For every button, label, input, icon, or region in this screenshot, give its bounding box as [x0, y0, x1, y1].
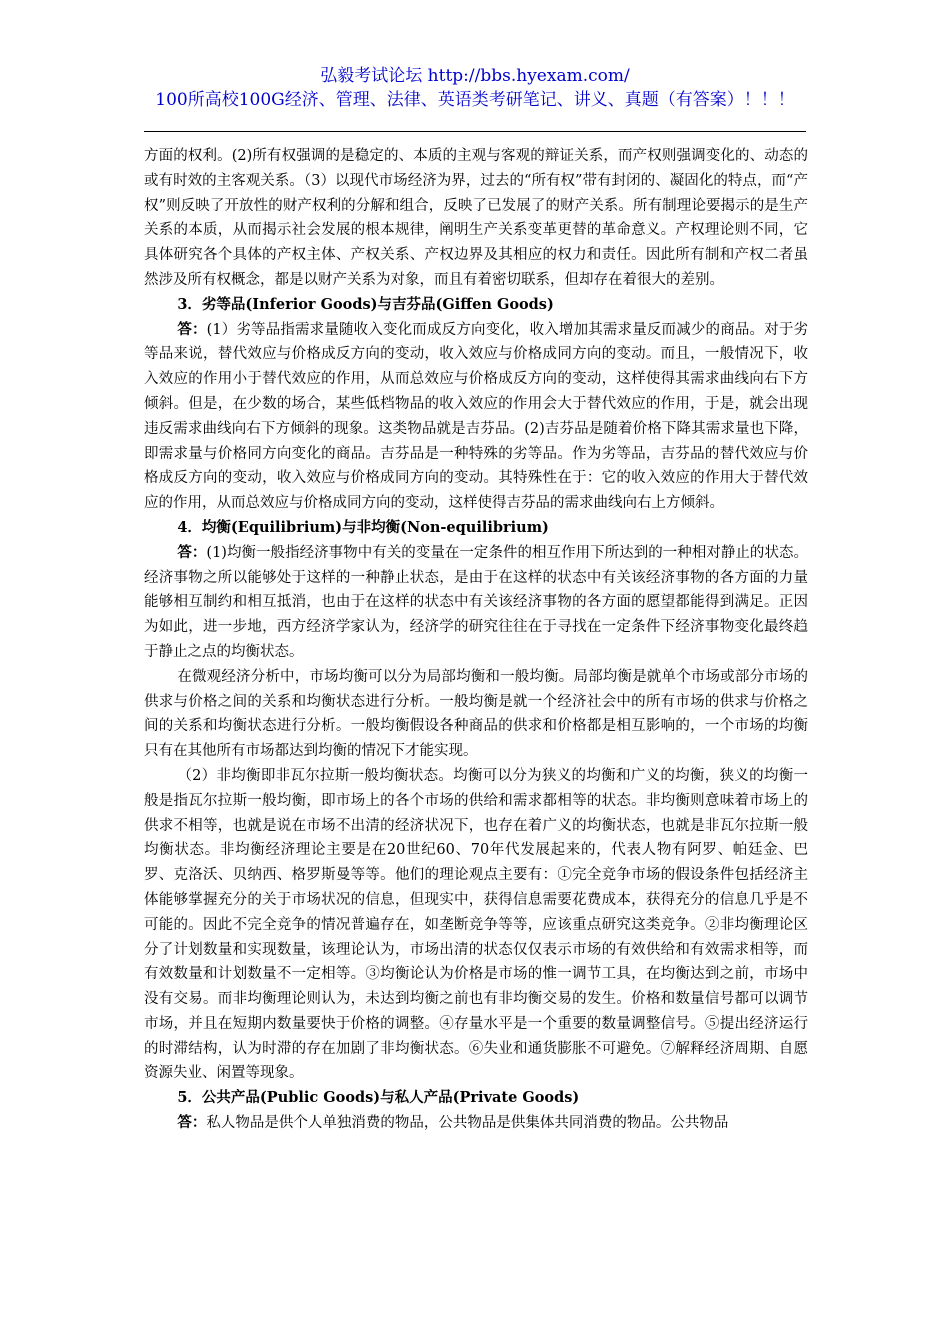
answer-text: (1)均衡一般指经济事物中有关的变量在一定条件的相互作用下所达到的一种相对静止的状态。经济事物之所以能够处于这样的一种静止状态，是由于在这样的状态中有关该经济事物的各方面的力量能够相互制约和相互抵消，也由于在这样的状态中有关该经济事物的各方面的愿望都能得到满足。正因为如此，进一步地，西方经济学家认为，经济学的研究往往在于寻找在一定条件下经济事物变化最终趋于静止之点的均衡状态。: [144, 544, 808, 660]
answer-paragraph: [144, 318, 808, 516]
header-divider: [144, 131, 806, 132]
section-heading-3: 3．劣等品(Inferior Goods)与吉芬品(Giffen Goods): [177, 295, 554, 313]
promo-line: 100所高校100G经济、管理、法律、英语类考研笔记、讲义、真题（有答案）！！！: [155, 90, 795, 110]
answer-text: (1）劣等品指需求量随收入变化而成反方向变化，收入增加其需求量反而减少的商品。对于劣等品来说，替代效应与价格成反方向的变动，收入效应与价格成同方向的变动。而且，一般情况下，收入效应的作用小于替代效应的作用，从而总效应与价格成反方向的变动，这样使得其需求曲线向右下方倾斜。但是，在少数的场合，某些低档物品的收入效应的作用会大于替代效应的作用，于是，就会出现违反需求曲线向右下方倾斜的现象。这类物品就是吉芬品。(2)吉芬品是随着价格下降其需求量也下降，即需求量与价格同方向变化的商品。吉芬品是一种特殊的劣等品。作为劣等品，吉芬品的替代效应与价格成反方向的变动，收入效应与价格成同方向的变动。其特殊性在于：它的收入效应的作用大于替代效应的作用，从而总效应与价格成同方向的变动，这样使得吉芬品的需求曲线向右上方倾斜。: [144, 321, 808, 512]
paragraph: 在微观经济分析中，市场均衡可以分为局部均衡和一般均衡。局部均衡是就单个市场或部分市场的供求与价格之间的关系和均衡状态进行分析。一般均衡是就一个经济社会中的所有市场的供求与价格之间的关系和均衡状态进行分析。一般均衡假设各种商品的供求和价格都是相互影响的，一个市场的均衡只有在其他所有市场都达到均衡的情况下才能实现。: [144, 668, 808, 760]
section-heading-4: 4．均衡(Equilibrium)与非均衡(Non-equilibrium): [177, 518, 549, 536]
answer-paragraph: [144, 1111, 808, 1136]
answer-paragraph: [144, 541, 808, 665]
paragraph: （2）非均衡即非瓦尔拉斯一般均衡状态。均衡可以分为狭义的均衡和广义的均衡，狭义的均衡一般是指瓦尔拉斯一般均衡，即市场上的各个市场的供给和需求都相等的状态。非均衡则意味着市场上的供求不相等，也就是说在市场不出清的经济状况下，也存在着广义的均衡状态，也就是非瓦尔拉斯一般均衡状态。非均衡经济理论主要是在20世纪60、70年代发展起来的，代表人物有阿罗、帕廷金、巴罗、克洛沃、贝纳西、格罗斯曼等等。他们的理论观点主要有：①完全竞争市场的假设条件包括经济主体能够掌握充分的关于市场状况的信息，但现实中，获得信息需要花费成本，获得充分的信息几乎是不可能的。因此不完全竞争的情况普遍存在，如垄断竞争等等，应该重点研究这类竞争。②非均衡理论区分了计划数量和实现数量，该理论认为，市场出清的状态仅仅表示市场的有效供给和有效需求相等，而有效数量和计划数量不一定相等。③均衡论认为价格是市场的惟一调节工具，在均衡达到之前，市场中没有交易。而非均衡理论则认为，未达到均衡之前也有非均衡交易的发生。价格和数量信号都可以调节市场，并且在短期内数量要快于价格的调整。④存量水平是一个重要的数量调整信号。⑤提出经济运行的时滞结构，认为时滞的存在加剧了非均衡状态。⑥失业和通货膨胀不可避免。⑦解释经济周期、自愿资源失业、闲置等现象。: [144, 767, 808, 1082]
answer-text: 私人物品是供个人单独消费的物品，公共物品是供集体共同消费的物品。公共物品: [206, 1115, 729, 1132]
section-heading-5: 5．公共产品(Public Goods)与私人产品(Private Goods): [177, 1089, 580, 1107]
forum-link[interactable]: 弘毅考试论坛 http://bbs.hyexam.com/: [320, 66, 630, 86]
paragraph: 方面的权利。(2)所有权强调的是稳定的、本质的主观与客观的辩证关系，而产权则强调变化的、动态的或有时效的主客观关系。（3）以现代市场经济为界，过去的“所有权”带有封闭的、凝固化的特点，而“产权”则反映了开放性的财产权利的分解和组合，反映了已发展了的财产关系。所有制理论要揭示的是生产关系的本质，从而揭示社会发展的根本规律，阐明生产关系变革更替的革命意义。产权理论则不同，它具体研究各个具体的产权主体、产权关系、产权边界及其相应的权力和责任。因此所有制和产权二者虽然涉及所有权概念，都是以财产关系为对象，而且有着密切联系，但却存在着很大的差别。: [144, 148, 808, 288]
page-header: [0, 64, 950, 112]
answer-label: 答：: [177, 543, 207, 561]
answer-label: 答：: [177, 1114, 207, 1132]
document-body: [144, 144, 808, 1136]
answer-label: 答：: [177, 320, 207, 338]
